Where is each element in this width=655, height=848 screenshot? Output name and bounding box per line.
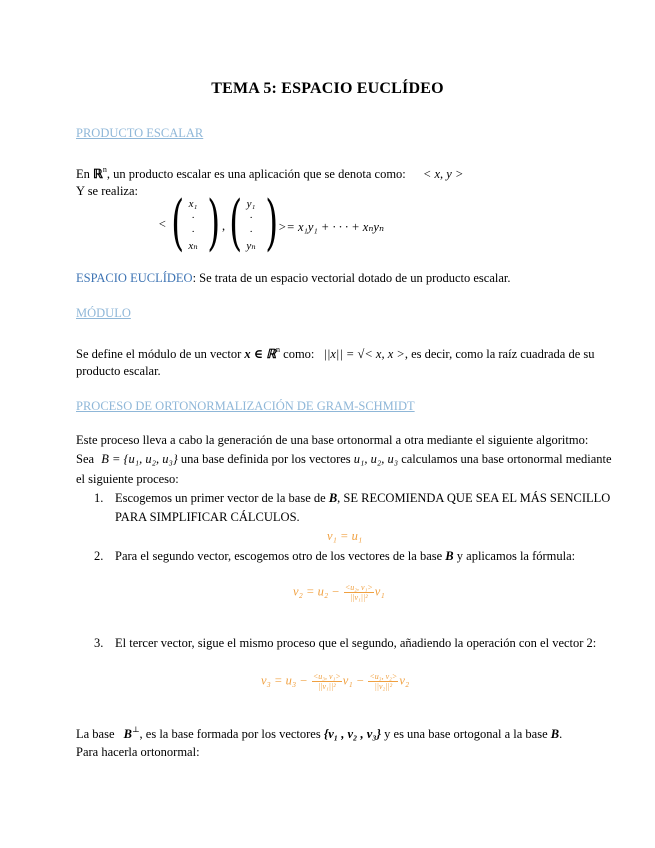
formula-v2-numerator: <u₂, v₁> <box>344 583 373 592</box>
formula-v3 <box>261 672 409 691</box>
step2-basis-b: B <box>445 549 454 563</box>
formula-v3-denominator2: ||v₂||² <box>374 682 393 691</box>
x-dots2: · <box>191 226 195 238</box>
heading-producto-escalar: PRODUCTO ESCALAR <box>76 126 204 140</box>
step1-text-a: Escogemos un primer vector de la base de <box>115 491 329 505</box>
step1-basis-b: B <box>328 491 338 505</box>
formula-lt: < <box>158 217 167 231</box>
formula-v1: v₁ = u₁ <box>327 529 363 543</box>
x-dots1: · <box>191 212 195 224</box>
basis-vectors-u: u₁, u₂, u₃ <box>353 452 399 466</box>
y-dots2: · <box>249 226 253 238</box>
step1-number: 1. <box>94 491 104 505</box>
final-line1 <box>76 725 562 742</box>
step1-line2: PARA SIMPLIFICAR CÁLCULOS. <box>115 510 300 524</box>
modulo-line2: producto escalar. <box>76 364 161 378</box>
step2-text-a: Para el segundo vector, escogemos otro de los vectores de la base <box>115 549 446 563</box>
final-vectors-v: {v₁ , v₂ , v₃} <box>323 727 382 741</box>
paren-close-x: ) <box>207 188 221 258</box>
y-dots1: · <box>249 212 253 224</box>
gram-intro2-post: calculamos una base ortonormal mediante <box>398 452 612 466</box>
basis-b-definition: B = {u₁, u₂, u₃} <box>101 452 178 466</box>
espacio-euclideo-label: ESPACIO EUCLÍDEO <box>76 271 193 285</box>
final-basis-b: B <box>123 727 132 741</box>
y-top: y₁ <box>246 198 256 210</box>
paren-open-x: ( <box>171 188 185 258</box>
final-la-base: La base <box>76 727 118 741</box>
step3-text: El tercer vector, sigue el mismo proceso que el segundo, añadiendo la operación con el vector 2: <box>115 636 597 650</box>
step2-number: 2. <box>94 549 104 563</box>
gram-intro1: Este proceso lleva a cabo la generación de una base ortonormal a otra mediante el siguiente algoritmo: <box>76 433 589 447</box>
step2-text <box>115 549 575 564</box>
superscript-n: n <box>102 165 107 174</box>
final-basis-b2: B <box>550 727 560 741</box>
formula-v3-fraction1 <box>312 672 342 691</box>
modulo-text-como: como: <box>280 347 318 361</box>
step2-text-c: y aplicamos la fórmula: <box>453 549 576 563</box>
formula-separator: , <box>222 219 226 233</box>
real-set-symbol: ℝ <box>93 167 103 181</box>
gram-intro2-mid: una base definida por los vectores <box>177 452 354 466</box>
step3-number: 3. <box>94 636 104 650</box>
final-perp-superscript: ⊥ <box>132 725 140 734</box>
final-line2: Para hacerla ortonormal: <box>76 745 200 759</box>
norm-formula: ||x|| = √< x, x > <box>323 347 405 361</box>
formula-rhs: >= x₁y₁ + · · · + xₙyₙ <box>278 220 385 234</box>
espacio-euclideo-text: : Se trata de un espacio vectorial dotado de un producto escalar. <box>192 271 511 285</box>
formula-v3-tail: v₂ <box>399 673 410 688</box>
formula-v2-denominator: ||v₁||² <box>350 593 368 602</box>
step1-text-c: , SE RECOMIENDA QUE SEA EL MÁS SENCILLO <box>337 491 611 505</box>
modulo-text-post: , es decir, como la raíz cuadrada de su <box>404 347 595 361</box>
gram-intro3: el siguiente proceso: <box>76 472 179 486</box>
heading-gram-schmidt: PROCESO DE ORTONORMALIZACIÓN DE GRAM-SCHMIDT <box>76 399 415 413</box>
final-text-post: y es una base ortogonal a la base <box>381 727 551 741</box>
formula-v3-fraction2 <box>368 672 398 691</box>
paren-open-y: ( <box>229 188 243 258</box>
final-text-mid: , es la base formada por los vectores <box>139 727 324 741</box>
modulo-line1 <box>76 345 595 362</box>
producto-escalar-line1 <box>76 165 463 182</box>
modulo-text-pre: Se define el módulo de un vector <box>76 347 245 361</box>
x-bottom: xₙ <box>188 240 198 252</box>
formula-v2-lhs: v₂ = u₂ − <box>293 584 340 599</box>
inner-product-notation: < x, y > <box>422 167 464 181</box>
formula-v2-tail: v₁ <box>374 584 385 599</box>
formula-v3-denominator1: ||v₁||² <box>318 682 336 691</box>
final-period: . <box>559 727 563 741</box>
vector-x <box>184 197 202 253</box>
formula-v2 <box>293 583 385 602</box>
espacio-euclideo-paragraph <box>76 271 511 286</box>
gram-sea: Sea <box>76 452 98 466</box>
step1-text <box>115 491 610 506</box>
page-title: TEMA 5: ESPACIO EUCLÍDEO <box>211 80 444 97</box>
formula-v3-numerator2: <u₃, v₂> <box>369 672 398 681</box>
text-definition: , un producto escalar es una aplicación que se denota como: <box>106 167 406 181</box>
formula-v3-lhs: v₃ = u₃ − <box>261 673 308 688</box>
gram-intro2 <box>76 452 612 467</box>
x-top: x₁ <box>188 198 198 210</box>
vector-y <box>242 197 260 253</box>
producto-escalar-line2: Y se realiza: <box>76 184 138 198</box>
paren-close-y: ) <box>265 188 279 258</box>
modulo-superscript-n: n <box>276 345 281 354</box>
formula-v3-mid: v₁ − <box>342 673 365 688</box>
text-en: En <box>76 167 94 181</box>
formula-v2-fraction <box>344 583 374 602</box>
formula-v3-numerator1: <u₃, v₁> <box>312 672 341 681</box>
heading-modulo: MÓDULO <box>76 306 131 320</box>
y-bottom: yₙ <box>246 240 256 252</box>
vector-in-rn: x ∈ ℝ <box>244 347 277 361</box>
